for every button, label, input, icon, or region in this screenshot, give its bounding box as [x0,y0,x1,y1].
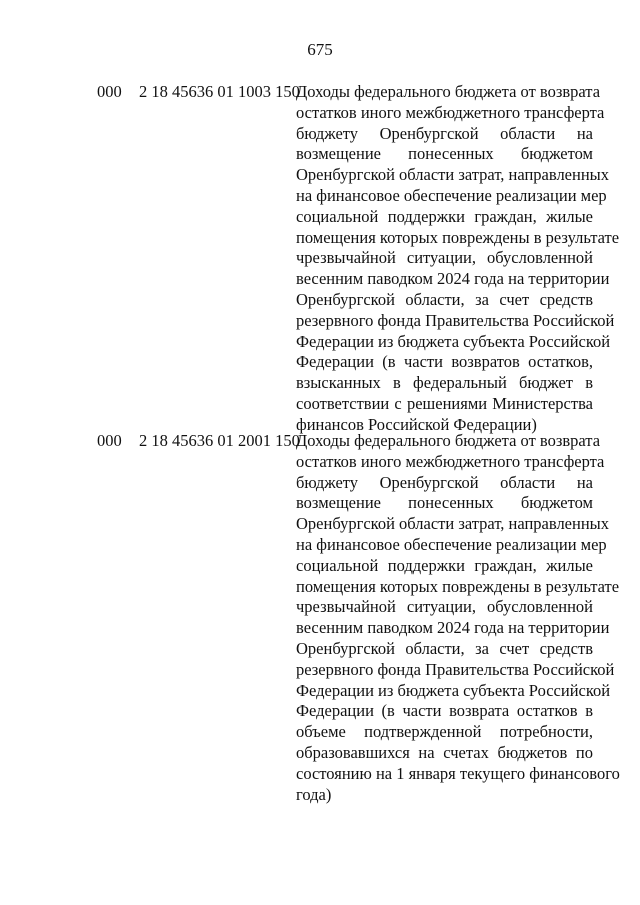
description-line: Доходы федерального бюджета от возврата [296,431,601,450]
description-line: на финансовое обеспечение реализации мер [296,534,607,554]
description-line: Оренбургской области затрат, направленных [296,514,610,534]
description-line: социальной поддержки граждан, жилые [296,555,593,575]
revenue-description [296,431,620,805]
description-line: резервного фонда Правительства Российской [296,659,615,679]
description-line: года) [296,784,332,804]
description-line: чрезвычайной ситуации, обусловленной [296,597,593,617]
description-line: остатков иного межбюджетного трансферта [296,451,605,471]
description-line: состоянию на 1 января текущего финансового [296,763,620,783]
description-line: помещения которых повреждены в результате [296,576,620,596]
description-line: весенним паводком 2024 года на территории [296,269,610,289]
description-line: возмещение понесенных бюджетом [296,144,593,164]
description-line: Оренбургской области, за счет средств [296,289,593,309]
page-number: 675 [307,40,333,59]
description-line: Федерации из бюджета субъекта Российской [296,331,611,351]
revenue-description [296,82,620,436]
admin-code: 000 [97,431,122,450]
description-line: образовавшихся на счетах бюджетов по [296,742,593,762]
description-line: Оренбургской области, за счет средств [296,638,593,658]
description-line: Федерации (в части возврата остатков в [296,701,593,721]
description-line: объеме подтвержденной потребности, [296,722,593,742]
description-line: остатков иного межбюджетного трансферта [296,102,605,122]
description-line: Федерации из бюджета субъекта Российской [296,680,611,700]
description-line: Федерации (в части возвратов остатков, [296,352,593,372]
description-line: финансов Российской Федерации) [296,414,537,434]
description-line: социальной поддержки граждан, жилые [296,206,593,226]
description-line: резервного фонда Правительства Российской [296,310,615,330]
budget-classification-code: 2 18 45636 01 1003 150 [139,82,300,101]
description-line: возмещение понесенных бюджетом [296,493,593,513]
budget-classification-code: 2 18 45636 01 2001 150 [139,431,300,450]
description-line: Доходы федерального бюджета от возврата [296,82,601,101]
description-line: бюджету Оренбургской области на [296,123,593,143]
description-line: соответствии с решениями Министерства [296,393,593,413]
description-line: взысканных в федеральный бюджет в [296,373,593,393]
description-line: весенним паводком 2024 года на территории [296,618,610,638]
admin-code: 000 [97,82,122,101]
description-line: помещения которых повреждены в результате [296,227,620,247]
description-line: на финансовое обеспечение реализации мер [296,185,607,205]
description-line: чрезвычайной ситуации, обусловленной [296,248,593,268]
description-line: Оренбургской области затрат, направленных [296,165,610,185]
description-line: бюджету Оренбургской области на [296,472,593,492]
